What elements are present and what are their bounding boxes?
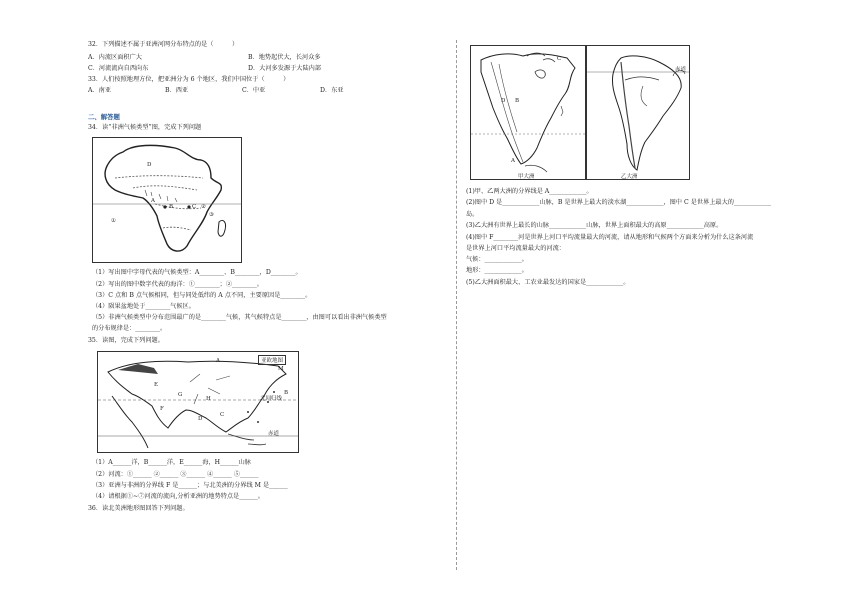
africa-label-b: B bbox=[169, 204, 174, 210]
sa-equator-label: 赤道 bbox=[675, 67, 687, 73]
asia-label-d: D bbox=[198, 416, 203, 422]
q36-item-4: (4)图中 F________河是世界上河口平均流量最大的河流，请从地形和气候两个方面来分析为什么这条河流 bbox=[466, 234, 754, 241]
point-b bbox=[163, 205, 166, 208]
q34-item-3: （3）C 点和 B 点气候相同，但与同处低纬的 A 点不同，主要原因是________。 bbox=[92, 292, 312, 299]
na-label-c: C bbox=[557, 56, 562, 62]
q34-item-5-cont: 的分布规律是：________。 bbox=[92, 325, 167, 332]
asia-label-h: H bbox=[206, 396, 211, 402]
q32-option-c: C．河流流向自西向东 bbox=[88, 65, 149, 72]
africa-label-c: C bbox=[192, 204, 197, 210]
q35-stem: 35．读图，完成下列问题。 bbox=[88, 337, 164, 344]
q36-item-1: (1)甲、乙两大洲的分界线是 A____________。 bbox=[466, 188, 593, 195]
tropic-of-cancer-label: 北回归线 bbox=[260, 396, 283, 402]
q32-option-a: A．内流区面积广大 bbox=[88, 54, 142, 61]
q36-terrain-line: 地形：____________。 bbox=[466, 267, 528, 274]
equator-label: 赤道 bbox=[268, 431, 280, 437]
q35-item-2: （2）河流：①______ ②______ ③______ ④______ ⑤______ bbox=[92, 471, 259, 478]
q36-item-3: (3)乙大洲有世界上最长的山脉____________山脉，世界上面积最大的高原____________高原。 bbox=[466, 222, 723, 229]
q34-item-1: （1）写出图中字母代表的气候类型：A________、B________，D________。 bbox=[92, 269, 302, 276]
q33-option-c: C．中亚 bbox=[242, 87, 266, 94]
q36-item-2: (2)图中 D 是____________山脉，B 是世界上最大的淡水湖____________，图中 C 是世界上最大的____________ bbox=[466, 199, 772, 206]
q33-option-b: B．西亚 bbox=[165, 87, 189, 94]
africa-label-a: A bbox=[151, 198, 155, 204]
south-america-map-drawing bbox=[587, 46, 689, 179]
continent-jia-caption: 甲大洲 bbox=[518, 174, 535, 180]
asia-label-g: G bbox=[178, 392, 183, 398]
q36-stem: 36．读北美洲地形图回答下列问题。 bbox=[88, 505, 189, 512]
africa-label-d: D bbox=[147, 162, 152, 168]
asia-label-c: C bbox=[220, 412, 225, 418]
q32-option-d: D．大河多发源于大陆内部 bbox=[248, 65, 322, 72]
africa-label-ocean-1: ① bbox=[111, 218, 116, 224]
asia-label-e: E bbox=[154, 382, 159, 388]
asia-label-a: A bbox=[216, 358, 220, 364]
q34-item-5: （5）非洲气候类型中分布范围最广的是________气候，其气候特点是________，由图可以看出非洲气候类型 bbox=[92, 314, 387, 321]
asia-label-b: B bbox=[284, 390, 289, 396]
south-america-map bbox=[586, 45, 690, 180]
section-heading: 二、解答题 bbox=[88, 113, 120, 121]
column-divider bbox=[456, 40, 457, 570]
africa-label-ocean-2: ② bbox=[201, 204, 206, 210]
point-c bbox=[187, 205, 190, 208]
q33-stem: 33．人们按照地理方位，把亚洲分为 6 个地区，我们中国位于（ ） bbox=[88, 76, 290, 83]
q35-item-3: （3）亚洲与非洲的分界线 F 是______；与北美洲的分界线 M 是______ bbox=[92, 482, 288, 489]
asia-map bbox=[97, 351, 299, 453]
na-label-b: B bbox=[515, 98, 520, 104]
q34-item-2: （2）写出的图中数字代表的海洋：①________；②________。 bbox=[92, 281, 263, 288]
q36-item-2-cont: 岛。 bbox=[466, 211, 479, 218]
q35-item-4: （4）请根据①~⑦河流的流向,分析亚洲的地势特点是______。 bbox=[92, 493, 264, 500]
q33-option-a: A．南亚 bbox=[88, 87, 112, 94]
q34-stem: 34．读“非洲气候类型”图，完成下列问题 bbox=[88, 124, 202, 131]
asia-map-title: 亚欧地图 bbox=[258, 355, 286, 365]
q34-item-4: （4）陨果盆地处于________气候区。 bbox=[92, 303, 195, 310]
africa-map-drawing bbox=[93, 138, 241, 262]
continent-yi-caption: 乙大洲 bbox=[621, 174, 638, 180]
q36-climate-line: 气候：____________。 bbox=[466, 256, 528, 263]
q36-item-4-cont: 是世界上河口平均流量最大的河流： bbox=[466, 245, 565, 252]
q32-stem: 32．下列描述不属于亚洲河网分布特点的是（ ） bbox=[88, 41, 239, 48]
africa-climate-map bbox=[92, 137, 242, 263]
q33-option-d: D．东亚 bbox=[320, 87, 344, 94]
na-label-a: A bbox=[511, 158, 515, 164]
asia-label-f: F bbox=[160, 406, 164, 412]
north-america-map bbox=[470, 45, 586, 180]
north-america-map-drawing bbox=[471, 46, 585, 179]
q32-option-b: B．地势起伏大，长河众多 bbox=[248, 54, 321, 61]
asia-map-drawing bbox=[98, 352, 298, 452]
asia-label-m: M bbox=[278, 366, 284, 372]
q36-item-5: (5)乙大洲面积最大、工农业最发达的国家是____________。 bbox=[466, 279, 630, 286]
na-label-d: D bbox=[501, 98, 506, 104]
africa-label-ocean-3: ③ bbox=[209, 212, 214, 218]
q35-item-1: （1）A______洋，B______洋，E______海，H______山脉 bbox=[92, 459, 251, 466]
